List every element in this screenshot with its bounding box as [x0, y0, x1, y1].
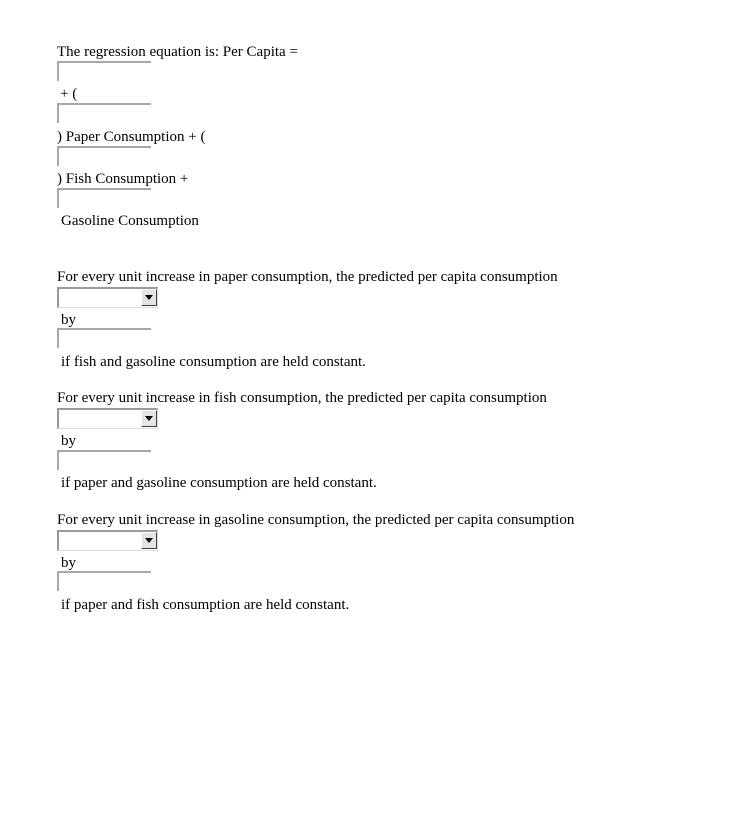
fish-tail: if paper and gasoline consumption are held constant.	[61, 475, 377, 491]
fish-amount-input[interactable]	[57, 450, 151, 470]
fish-coefficient-input[interactable]	[57, 146, 151, 166]
gasoline-sentence: For every unit increase in gasoline consumption, the predicted per capita consumption	[57, 512, 575, 528]
equation-fish-term: ) Fish Consumption +	[57, 171, 189, 187]
chevron-down-icon[interactable]	[141, 532, 157, 549]
gasoline-direction-select[interactable]	[57, 530, 158, 551]
paper-by-label: by	[61, 312, 76, 328]
equation-plus-open: + (	[60, 86, 78, 102]
fish-direction-select[interactable]	[57, 408, 158, 429]
fish-by-label: by	[61, 433, 76, 449]
paper-direction-select[interactable]	[57, 287, 158, 308]
gasoline-by-label: by	[61, 555, 76, 571]
fish-sentence: For every unit increase in fish consumption, the predicted per capita consumption	[57, 390, 547, 406]
gasoline-tail: if paper and fish consumption are held constant.	[61, 597, 350, 613]
equation-gasoline-term: Gasoline Consumption	[61, 213, 199, 229]
equation-paper-term: ) Paper Consumption + (	[57, 129, 206, 145]
paper-sentence: For every unit increase in paper consumption, the predicted per capita consumption	[57, 269, 558, 285]
gasoline-coefficient-input[interactable]	[57, 188, 151, 208]
intercept-input[interactable]	[57, 61, 151, 81]
paper-tail: if fish and gasoline consumption are held constant.	[61, 354, 366, 370]
paper-coefficient-input[interactable]	[57, 103, 151, 123]
paper-amount-input[interactable]	[57, 328, 151, 348]
equation-intro: The regression equation is: Per Capita =	[57, 44, 298, 60]
gasoline-amount-input[interactable]	[57, 571, 151, 591]
chevron-down-icon[interactable]	[141, 410, 157, 427]
chevron-down-icon[interactable]	[141, 289, 157, 306]
